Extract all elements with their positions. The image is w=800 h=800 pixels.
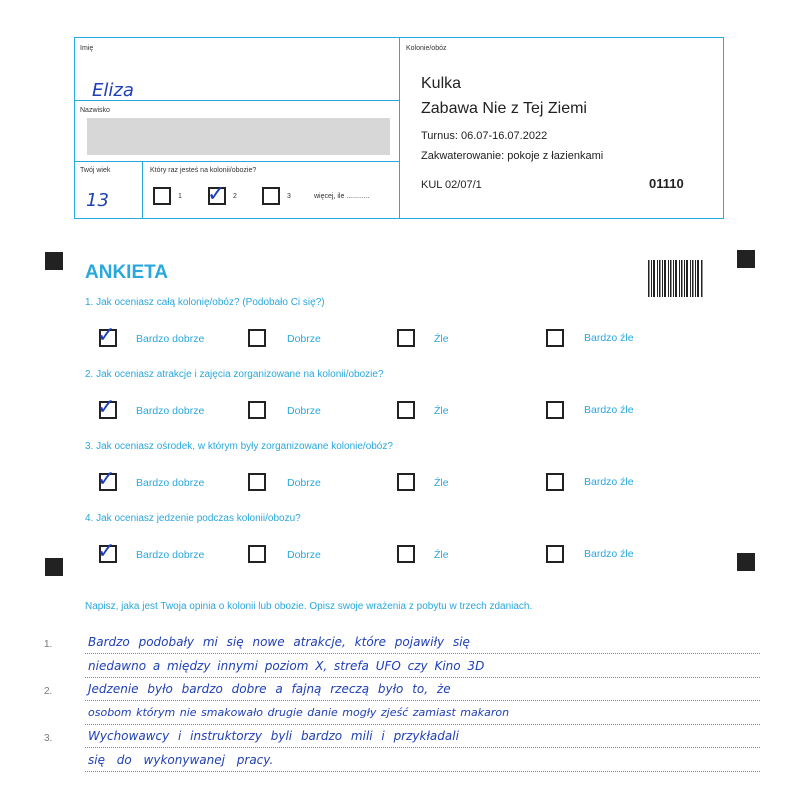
zakwaterowanie-row — [421, 150, 603, 162]
q4-option-bardzo-zle: Bardzo źle — [584, 548, 634, 560]
q2-checkbox-zle[interactable] — [397, 401, 415, 419]
writing-line — [85, 723, 760, 725]
q1-checkbox-zle[interactable] — [397, 329, 415, 347]
handwriting-line-1[interactable]: Bardzo podobały mi się nowe atrakcje, które pojawiły się — [88, 635, 470, 649]
ktory-raz-option-1: 1 — [178, 193, 182, 200]
q4-checkbox-dobrze[interactable] — [248, 545, 266, 563]
check-mark-icon: ✓ — [97, 466, 116, 491]
kolonie-label: Kolonie/obóz — [406, 45, 447, 52]
turnus-row — [421, 130, 547, 142]
registration-mark — [737, 553, 755, 571]
question-1: 1. Jak oceniasz całą kolonię/obóz? (Podobało Ci się?) — [85, 297, 325, 308]
q1-option-bardzo-zle: Bardzo źle — [584, 332, 634, 344]
q1-option-zle: Źle — [434, 333, 449, 345]
handwriting-line-2[interactable]: niedawno a między innymi poziom X, strefa UFO czy Kino 3D — [88, 659, 485, 673]
handwriting-line-3[interactable]: Jedzenie było bardzo dobre a fajną rzeczą było to, że — [88, 682, 451, 696]
imie-value[interactable]: Eliza — [92, 80, 134, 101]
zakwaterowanie-value: pokoje z łazienkami — [507, 150, 604, 162]
numer: 01110 — [649, 176, 684, 191]
turnus-value: 06.07-16.07.2022 — [460, 130, 548, 142]
question-2: 2. Jak oceniasz atrakcje i zajęcia zorganizowane na kolonii/obozie? — [85, 369, 384, 380]
kolonie-program: Zabawa Nie z Tej Ziemi — [421, 100, 587, 117]
writing-line — [85, 770, 760, 772]
survey-title: ANKIETA — [85, 262, 169, 283]
line-number-3: 3. — [44, 733, 53, 744]
wiek-label: Twój wiek — [80, 167, 111, 174]
wiek-value[interactable]: 13 — [86, 190, 109, 211]
writing-line — [85, 746, 760, 748]
q1-checkbox-dobrze[interactable] — [248, 329, 266, 347]
line-number-1: 1. — [44, 639, 53, 650]
q3-option-bardzo-zle: Bardzo źle — [584, 476, 634, 488]
ktory-raz-label: Który raz jesteś na kolonii/obozie? — [150, 167, 257, 174]
writing-line — [85, 699, 760, 701]
q3-option-bardzo-dobrze: Bardzo dobrze — [136, 477, 205, 489]
q2-checkbox-bardzo-zle[interactable] — [546, 401, 564, 419]
writing-line — [85, 676, 760, 678]
q3-option-zle: Źle — [434, 477, 449, 489]
nazwisko-redacted — [87, 118, 390, 155]
header-row-divider — [74, 161, 399, 162]
handwriting-line-6[interactable]: się do wykonywanej pracy. — [88, 753, 274, 767]
q3-option-dobrze: Dobrze — [287, 477, 321, 489]
q4-option-dobrze: Dobrze — [287, 549, 321, 561]
registration-mark — [45, 252, 63, 270]
check-mark-icon: ✓ — [97, 538, 116, 563]
q3-checkbox-dobrze[interactable] — [248, 473, 266, 491]
q1-option-bardzo-dobrze: Bardzo dobrze — [136, 333, 205, 345]
header-col-divider — [142, 161, 143, 219]
registration-mark — [737, 250, 755, 268]
q1-checkbox-bardzo-zle[interactable] — [546, 329, 564, 347]
registration-mark — [45, 558, 63, 576]
wiecej-label: więcej, ile ............ — [314, 193, 370, 200]
check-mark-icon: ✓ — [97, 394, 116, 419]
q4-checkbox-bardzo-zle[interactable] — [546, 545, 564, 563]
ktory-raz-checkbox-3[interactable] — [262, 187, 280, 205]
handwriting-line-4[interactable]: osobom którym nie smakowało drugie danie mogły zjeść zamiast makaron — [88, 706, 510, 719]
q1-option-dobrze: Dobrze — [287, 333, 321, 345]
q3-checkbox-zle[interactable] — [397, 473, 415, 491]
check-mark-icon: ✓ — [97, 322, 116, 347]
handwriting-line-5[interactable]: Wychowawcy i instruktorzy byli bardzo mili i przykładali — [88, 729, 459, 743]
ktory-raz-option-3: 3 — [287, 193, 291, 200]
opinion-prompt: Napisz, jaka jest Twoja opinia o kolonii lub obozie. Opisz swoje wrażenia z pobytu w trzech zdaniach. — [85, 601, 533, 612]
ktory-raz-checkbox-1[interactable] — [153, 187, 171, 205]
q2-checkbox-dobrze[interactable] — [248, 401, 266, 419]
q4-option-zle: Źle — [434, 549, 449, 561]
imie-label: Imię — [80, 45, 94, 52]
q2-option-bardzo-zle: Bardzo źle — [584, 404, 634, 416]
writing-line — [85, 652, 760, 654]
check-mark-icon: ✓ — [207, 181, 226, 206]
q4-checkbox-zle[interactable] — [397, 545, 415, 563]
zakwaterowanie-label: Zakwaterowanie: — [421, 150, 505, 162]
q2-option-zle: Źle — [434, 405, 449, 417]
kod: KUL 02/07/1 — [421, 179, 482, 191]
barcode-icon — [648, 260, 704, 297]
nazwisko-label: Nazwisko — [80, 107, 110, 114]
q3-checkbox-bardzo-zle[interactable] — [546, 473, 564, 491]
line-number-2: 2. — [44, 686, 53, 697]
q2-option-dobrze: Dobrze — [287, 405, 321, 417]
header-divider — [399, 37, 400, 219]
question-3: 3. Jak oceniasz ośrodek, w którym były zorganizowane kolonie/obóz? — [85, 441, 393, 452]
q2-option-bardzo-dobrze: Bardzo dobrze — [136, 405, 205, 417]
q4-option-bardzo-dobrze: Bardzo dobrze — [136, 549, 205, 561]
kolonie-name: Kulka — [421, 75, 462, 92]
question-4: 4. Jak oceniasz jedzenie podczas kolonii/obozu? — [85, 513, 301, 524]
turnus-label: Turnus: — [421, 130, 458, 142]
ktory-raz-option-2: 2 — [233, 193, 237, 200]
